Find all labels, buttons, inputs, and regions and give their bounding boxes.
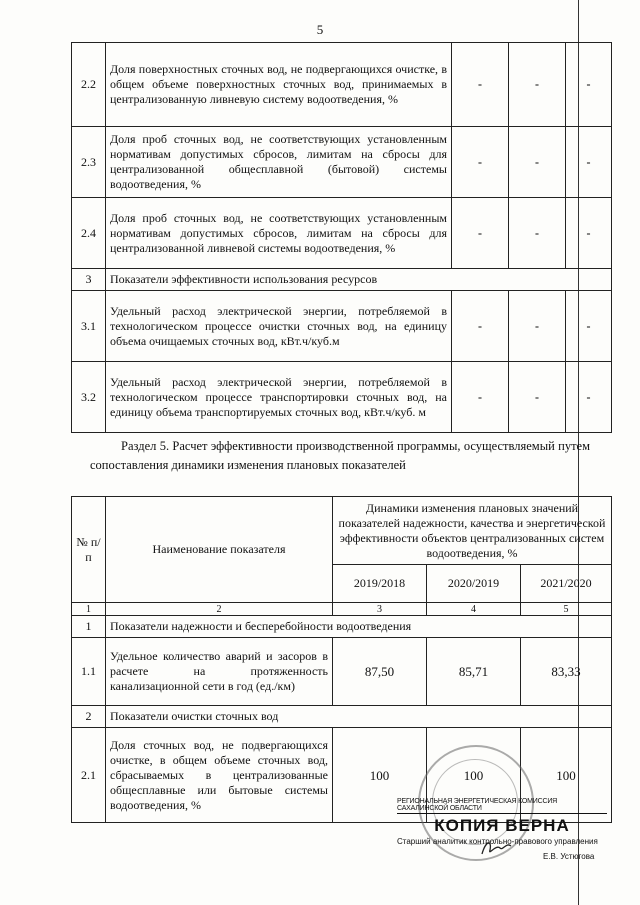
value-cell: 100: [333, 728, 427, 823]
row-number: 1.1: [72, 638, 106, 706]
table-group-row: [72, 706, 612, 728]
table-row: [72, 127, 612, 198]
section-5-text: Раздел 5. Расчет эффективности производственной программы, осуществляемый путем сопоставления динамики изменения плановых показателей: [90, 439, 590, 472]
value-cell: -: [566, 127, 612, 198]
value-cell: -: [566, 43, 612, 127]
header-dynamics: Динамики изменения плановых значений показателей надежности, качества и энергетической эффективности объектов централизованных систем водоотведения, %: [333, 497, 612, 565]
table-row: [72, 291, 612, 362]
value-cell: 100: [521, 728, 612, 823]
stamp-position: Старший аналитик контрольно-правового управления: [397, 837, 598, 846]
row-number: 2.3: [72, 127, 106, 198]
table-group-row: [72, 269, 612, 291]
value-cell: -: [452, 362, 509, 433]
value-cell: -: [509, 43, 566, 127]
group-title: Показатели эффективности использования ресурсов: [106, 269, 612, 291]
signature-icon: [478, 838, 514, 858]
header-number: № п/п: [72, 497, 106, 603]
stamp-signatory-name: Е.В. Устюгова: [543, 852, 595, 861]
value-cell: -: [509, 198, 566, 269]
value-cell: -: [509, 362, 566, 433]
header-indicator-name: Наименование показателя: [106, 497, 333, 603]
column-number: 5: [521, 603, 612, 616]
year-header: 2021/2020: [521, 565, 612, 603]
value-cell: 83,33: [521, 638, 612, 706]
value-cell: -: [452, 198, 509, 269]
value-cell: -: [509, 291, 566, 362]
value-cell: -: [452, 291, 509, 362]
row-number: 3.2: [72, 362, 106, 433]
value-cell: 85,71: [427, 638, 521, 706]
row-number: 3.1: [72, 291, 106, 362]
value-cell: -: [452, 127, 509, 198]
column-number: 1: [72, 603, 106, 616]
column-number: 2: [106, 603, 333, 616]
value-cell: -: [452, 43, 509, 127]
group-title: Показатели надежности и бесперебойности водоотведения: [106, 616, 612, 638]
indicator-name: Удельный расход электрической энергии, потребляемой в технологическом процессе очистки сточных вод, на единицу объема очищаемых сточных вод, кВт.ч/куб.м: [106, 291, 452, 362]
page-number: 5: [316, 22, 324, 37]
table-row: [72, 198, 612, 269]
value-cell: 87,50: [333, 638, 427, 706]
row-number: 1: [72, 616, 106, 638]
indicator-name: Доля сточных вод, не подвергающихся очистке, в общем объеме сточных вод, сбрасываемых в централизованные общесплавные или бытовые системы водоотведения, %: [106, 728, 333, 823]
row-number: 3: [72, 269, 106, 291]
year-header: 2019/2018: [333, 565, 427, 603]
value-cell: -: [509, 127, 566, 198]
column-number: 4: [427, 603, 521, 616]
row-number: 2.1: [72, 728, 106, 823]
row-number: 2.4: [72, 198, 106, 269]
column-numbers-row: [72, 603, 612, 616]
indicator-name: Удельный расход электрической энергии, потребляемой в технологическом процессе транспортировки сточных вод, на единицу объема транспортируемых сточных вод, кВт.ч/куб. м: [106, 362, 452, 433]
indicator-name: Доля проб сточных вод, не соответствующих установленным нормативам допустимых сбросов, лимитам на сбросы для централизованной ливневой системы водоотведения, %: [106, 198, 452, 269]
value-cell: -: [566, 198, 612, 269]
indicators-table-continued: [71, 42, 612, 433]
section-5-heading: [90, 437, 590, 475]
table-row: [72, 638, 612, 706]
table-header-row: [72, 497, 612, 565]
stamp-title: КОПИЯ ВЕРНА: [434, 816, 570, 835]
column-number: 3: [333, 603, 427, 616]
value-cell: -: [566, 362, 612, 433]
table-row: [72, 362, 612, 433]
value-cell: 100: [427, 728, 521, 823]
value-cell: -: [566, 291, 612, 362]
group-title: Показатели очистки сточных вод: [106, 706, 612, 728]
stamp-organization: РЕГИОНАЛЬНАЯ ЭНЕРГЕТИЧЕСКАЯ КОМИССИЯ САХАЛИНСКОЙ ОБЛАСТИ: [397, 798, 607, 814]
table-group-row: [72, 616, 612, 638]
year-header: 2020/2019: [427, 565, 521, 603]
indicator-name: Доля проб сточных вод, не соответствующих установленным нормативам допустимых сбросов, лимитам на сбросы для централизованной общесплавной (бытовой) системы водоотведения, %: [106, 127, 452, 198]
row-number: 2.2: [72, 43, 106, 127]
row-number: 2: [72, 706, 106, 728]
indicator-name: Доля поверхностных сточных вод, не подвергающихся очистке, в общем объеме поверхностных сточных вод, принимаемых в централизованную ливневую систему водоотведения, %: [106, 43, 452, 127]
efficiency-table: [71, 496, 612, 823]
indicator-name: Удельное количество аварий и засоров в расчете на протяженность канализационной сети в год (ед./км): [106, 638, 333, 706]
table-row: [72, 43, 612, 127]
